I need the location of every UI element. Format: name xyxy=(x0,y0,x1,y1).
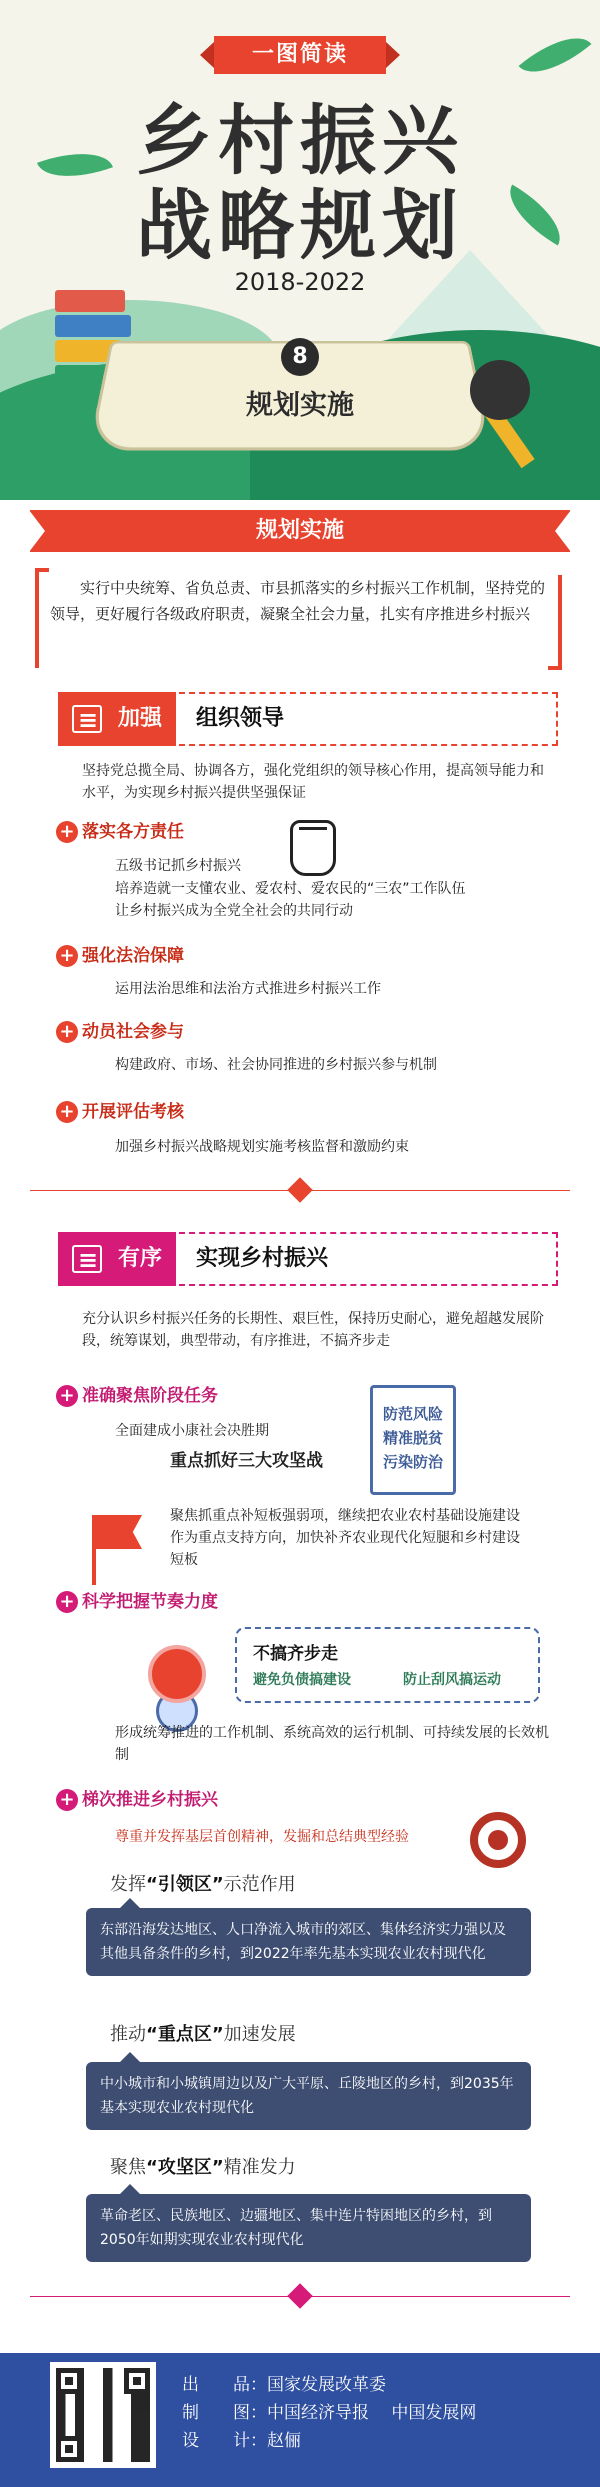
header-illustration xyxy=(0,0,600,500)
year-range: 2018-2022 xyxy=(234,268,366,296)
zone-label: 发挥“引领区”示范作用 xyxy=(110,1874,296,1895)
flag-pole xyxy=(92,1515,96,1585)
target-icon xyxy=(470,1812,526,1868)
credit-line: 制 图：中国经济导报 中国发展网 xyxy=(182,2403,477,2423)
page-title-line2: 战略规划 xyxy=(136,181,464,270)
credit-line: 出 品：国家发展改革委 xyxy=(182,2375,386,2395)
block2-item-text: 全面建成小康社会决胜期 xyxy=(115,1423,269,1439)
credit-line: 设 计：赵俪 xyxy=(182,2431,301,2451)
badge-line: 防范风险 xyxy=(382,1405,443,1423)
block1-item-text: 让乡村振兴成为全党全社会的共同行动 xyxy=(115,903,353,919)
lightbulb-icon xyxy=(148,1645,206,1703)
block1-title: 组织领导 xyxy=(196,706,285,731)
block1-item-text: 五级书记抓乡村振兴 xyxy=(115,858,241,874)
plus-icon: + xyxy=(56,1021,78,1043)
zone-box: 中小城市和小城镇周边以及广大平原、丘陵地区的乡村，到2035年基本实现农业农村现代化 xyxy=(86,2062,531,2130)
plus-icon: + xyxy=(56,1789,78,1811)
zone-label: 聚焦“攻坚区”精准发力 xyxy=(110,2157,296,2178)
qr-code[interactable] xyxy=(50,2362,156,2468)
zone-box: 革命老区、民族地区、边疆地区、集中连片特困地区的乡村，到2050年如期实现农业农村现代化 xyxy=(86,2194,531,2262)
qr-corner xyxy=(56,2436,82,2462)
pace-box-left: 避免负债搞建设 xyxy=(253,1672,351,1688)
block1-summary: 坚持党总揽全局、协调各方，强化党组织的领导核心作用，提高领导能力和水平，为实现乡村振兴提供坚强保证 xyxy=(82,763,544,801)
block1-item-title: + 开展评估考核 xyxy=(82,1100,184,1124)
bracket-left xyxy=(35,568,49,668)
block1-header xyxy=(58,692,558,746)
list-icon xyxy=(72,705,102,733)
block2-item-subtitle: 尊重并发挥基层首创精神，发掘和总结典型经验 xyxy=(115,1829,409,1845)
section-intro: 实行中央统筹、省负总责、市县抓落实的乡村振兴工作机制，坚持党的领导，更好履行各级政府职责，凝聚全社会力量，扎实有序推进乡村振兴 xyxy=(50,579,546,623)
chapter-title: 规划实施 xyxy=(246,390,354,421)
microphone-icon xyxy=(470,360,530,420)
pace-box xyxy=(235,1627,540,1703)
block1-item-title: + 强化法治保障 xyxy=(82,944,184,968)
block1-item-text: 加强乡村振兴战略规划实施考核监督和激励约束 xyxy=(115,1139,409,1155)
header-banner: 一图简读 xyxy=(214,36,386,74)
flag-icon xyxy=(96,1515,142,1549)
chapter-number: 8 xyxy=(281,338,319,376)
zone-box: 东部沿海发达地区、人口净流入城市的郊区、集体经济实力强以及其他具备条件的乡村，到2022年率先基本实现农业农村现代化 xyxy=(86,1908,531,1976)
badge-line: 精准脱贫 xyxy=(382,1429,443,1447)
leaf-icon xyxy=(519,21,592,89)
block2-tag: ≡ 有序 xyxy=(58,1232,176,1286)
block2-summary: 充分认识乡村振兴任务的长期性、艰巨性，保持历史耐心，避免超越发展阶段，统筹谋划，典型带动，有序推进，不搞齐步走 xyxy=(82,1311,544,1349)
block2-item-extra: 聚焦抓重点补短板强弱项，继续把农业农村基础设施建设作为重点支持方向，加快补齐农业现代化短腿和乡村建设短板 xyxy=(170,1508,520,1568)
block1-item-title: + 动员社会参与 xyxy=(82,1020,184,1044)
document-badge xyxy=(370,1385,456,1495)
plus-icon: + xyxy=(56,821,78,843)
section-title: 规划实施 xyxy=(30,510,570,552)
pace-box-right: 防止刮风搞运动 xyxy=(403,1672,501,1688)
qr-corner xyxy=(56,2368,82,2394)
plus-icon: + xyxy=(56,1591,78,1613)
block1-item-text: 培养造就一支懂农业、爱农村、爱农民的“三农”工作队伍 xyxy=(115,881,466,897)
pace-box-title: 不搞齐步走 xyxy=(253,1644,338,1664)
diamond-icon xyxy=(287,1177,312,1202)
block2-item-text: 重点抓好三大攻坚战 xyxy=(170,1451,323,1471)
block2-item-title: + 科学把握节奏力度 xyxy=(82,1590,218,1614)
block1-item-text: 运用法治思维和法治方式推进乡村振兴工作 xyxy=(115,981,381,997)
block2-header xyxy=(58,1232,558,1286)
diamond-icon xyxy=(287,2283,312,2308)
block2-item-extra: 形成统筹推进的工作机制、系统高效的运行机制、可持续发展的长效机制 xyxy=(115,1725,549,1763)
block2-title: 实现乡村振兴 xyxy=(196,1246,329,1271)
block1-item-text: 构建政府、市场、社会协同推进的乡村振兴参与机制 xyxy=(115,1057,437,1073)
plus-icon: + xyxy=(56,1101,78,1123)
zone-label: 推动“重点区”加速发展 xyxy=(110,2024,296,2045)
list-icon xyxy=(72,1245,102,1273)
block2-item-title: + 准确聚焦阶段任务 xyxy=(82,1384,218,1408)
plus-icon: + xyxy=(56,1385,78,1407)
block1-tag: ≡ 加强 xyxy=(58,692,176,746)
plus-icon: + xyxy=(56,945,78,967)
block2-item-title: + 梯次推进乡村振兴 xyxy=(82,1788,218,1812)
badge-line: 污染防治 xyxy=(382,1453,443,1471)
block1-item-title: + 落实各方责任 xyxy=(82,820,184,844)
page-title-line1: 乡村振兴 xyxy=(136,96,464,185)
qr-pattern xyxy=(56,2368,150,2462)
qr-corner xyxy=(124,2368,150,2394)
